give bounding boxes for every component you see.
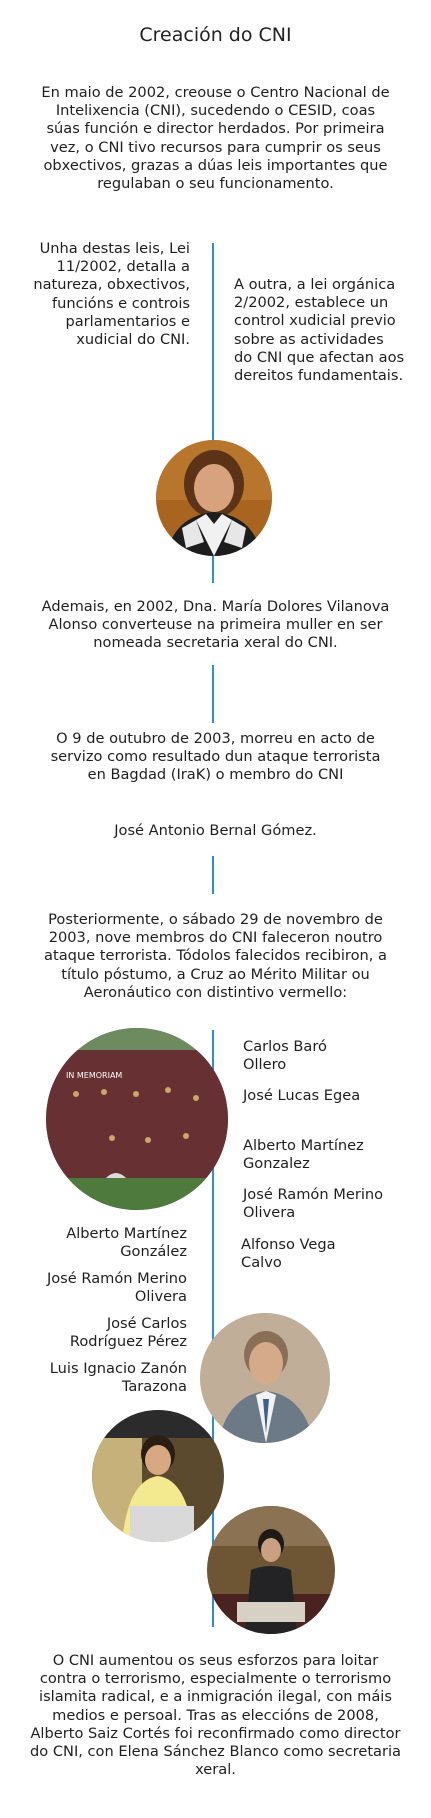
name-carlos-baro-ollero: Carlos Baró Ollero <box>243 1038 327 1073</box>
intro-paragraph: En maio de 2002, creouse o Centro Nacional de Intelixencia (CNI), sucedendo o CESID, coas súas función e director herdados. Por primeira vez, o CNI tivo recursos para cumprir os seus obxectivos, grazas a dúas leis importantes que regulaban o seu funcionamento. <box>41 84 390 193</box>
law-2-2002-text: A outra, a lei orgánica 2/2002, establece un control xudicial previo sobre as actividades do CNI que afectan aos dereitos fundamentais. <box>234 276 405 385</box>
painted-portrait-photo <box>200 1313 330 1443</box>
timeline-line <box>212 856 214 894</box>
november-attack-paragraph: Posteriormente, o sábado 29 de novembro de 2003, nove membros do CNI faleceron noutro ataque terrorista. Tódolos falecidos recibiron, a título póstumo, a Cruz ao Mérito Militar ou Aeronáutico con distintivo vermello: <box>44 911 387 1001</box>
name-jose-ramon-merino-olivera: José Ramón Merino Olivera <box>243 1186 384 1221</box>
memorial-caption: IN MEMORIAM <box>66 1071 123 1080</box>
timeline-line <box>212 556 214 583</box>
secretary-paragraph: Ademais, en 2002, Dna. María Dolores Vilanova Alonso converteuse na primeira muller en ser nomeada secretaria xeral do CNI. <box>41 598 390 652</box>
name-jose-carlos-rodriguez-perez: José Carlos Rodríguez Pérez <box>69 1315 187 1350</box>
name-jose-ramon-merino-olivera-left: José Ramón Merino Olivera <box>46 1270 187 1305</box>
name-jose-lucas-egea: José Lucas Egea <box>243 1087 361 1104</box>
closing-paragraph: O CNI aumentou os seus esforzos para loitar contra o terrorismo, especialmente o terrorismo islamita radical, e a inmigración ilegal, con máis medios e persoal. Tras as eleccións de 2008, Alberto Saiz Cortés foi reconfirmado como director do CNI, con Elena Sánchez Blanco como secretaria xeral. <box>30 1652 401 1779</box>
vilanova-portrait-photo <box>156 440 272 556</box>
memorial-photo <box>46 1028 228 1210</box>
timeline-line <box>212 665 214 723</box>
baghdad-attack-paragraph: O 9 de outubro de 2003, morreu en acto de servizo como resultado dun ataque terrorista en Bagdad (IraK) o membro do CNI <box>50 730 381 784</box>
name-alberto-martinez-gonzalez-left: Alberto Martínez González <box>66 1225 187 1260</box>
name-luis-ignacio-zanon-tarazona: Luis Ignacio Zanón Tarazona <box>49 1360 187 1395</box>
bernal-gomez-name: José Antonio Bernal Gómez. <box>114 822 317 839</box>
name-alberto-martinez-gonzalez: Alberto Martínez Gonzalez <box>243 1137 364 1172</box>
speaker-photo <box>92 1410 224 1542</box>
official-photo <box>207 1506 335 1634</box>
law-11-2002-text: Unha destas leis, Lei 11/2002, detalla a natureza, obxectivos, funcións e controis parlamentarios e xudicial do CNI. <box>33 240 190 349</box>
page-title: Creación do CNI <box>139 24 292 46</box>
name-alfonso-vega-calvo: Alfonso Vega Calvo <box>241 1236 336 1271</box>
